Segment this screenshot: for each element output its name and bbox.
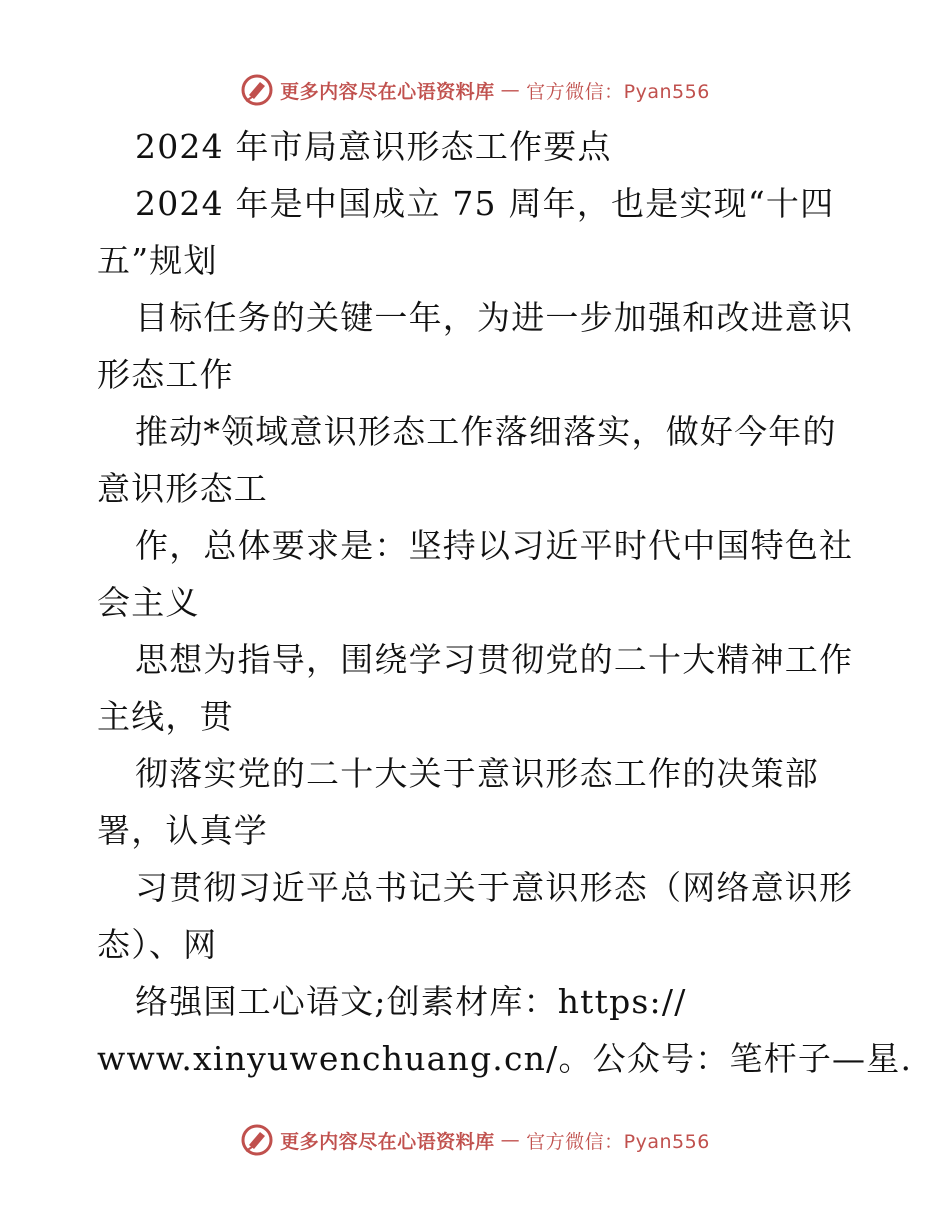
paragraph-line: 主线，贯 [97,697,234,736]
paragraph-line: 目标任务的关键一年，为进一步加强和改进意识 [135,298,854,337]
paragraph-line: 形态工作 [97,355,234,394]
paragraph-line: 五”规划 [97,241,218,280]
paragraph-line: 会主义 [97,583,200,622]
paragraph-line: 态）、网 [97,925,218,964]
banner-main-text: 更多内容尽在心语资料库 [280,1130,495,1153]
paragraph-line: www.xinyuwenchuang.cn/。公众号：笔杆子—星. [97,1039,913,1078]
paragraph-line: 意识形态工 [97,469,268,508]
logo-icon [240,1123,274,1157]
paragraph-line: 习贯彻习近平总书记关于意识形态（网络意识形 [135,868,854,907]
paragraph-line: 2024 年是中国成立 75 周年，也是实现“十四 [135,184,835,223]
paragraph-line: 作，总体要求是：坚持以习近平时代中国特色社 [135,526,854,565]
banner-separator: — [500,79,521,101]
banner-wechat-text: 官方微信：Pyan556 [526,1130,710,1153]
document-title: 2024 年市局意识形态工作要点 [135,127,612,166]
banner-main-text: 更多内容尽在心语资料库 [280,80,495,103]
logo-icon [240,73,274,107]
paragraph-line: 思想为指导，围绕学习贯彻党的二十大精神工作 [135,640,854,679]
header-banner [0,70,950,110]
paragraph-line: 署，认真学 [97,811,268,850]
banner-wechat-text: 官方微信：Pyan556 [526,80,710,103]
banner-separator: — [500,1129,521,1151]
document-body [97,118,913,1087]
paragraph-line: 推动*领域意识形态工作落细落实，做好今年的 [135,412,837,451]
paragraph-line: 络强国工心语文;创素材库：https:// [135,982,687,1021]
footer-banner [0,1120,950,1160]
paragraph-line: 彻落实党的二十大关于意识形态工作的决策部 [135,754,819,793]
